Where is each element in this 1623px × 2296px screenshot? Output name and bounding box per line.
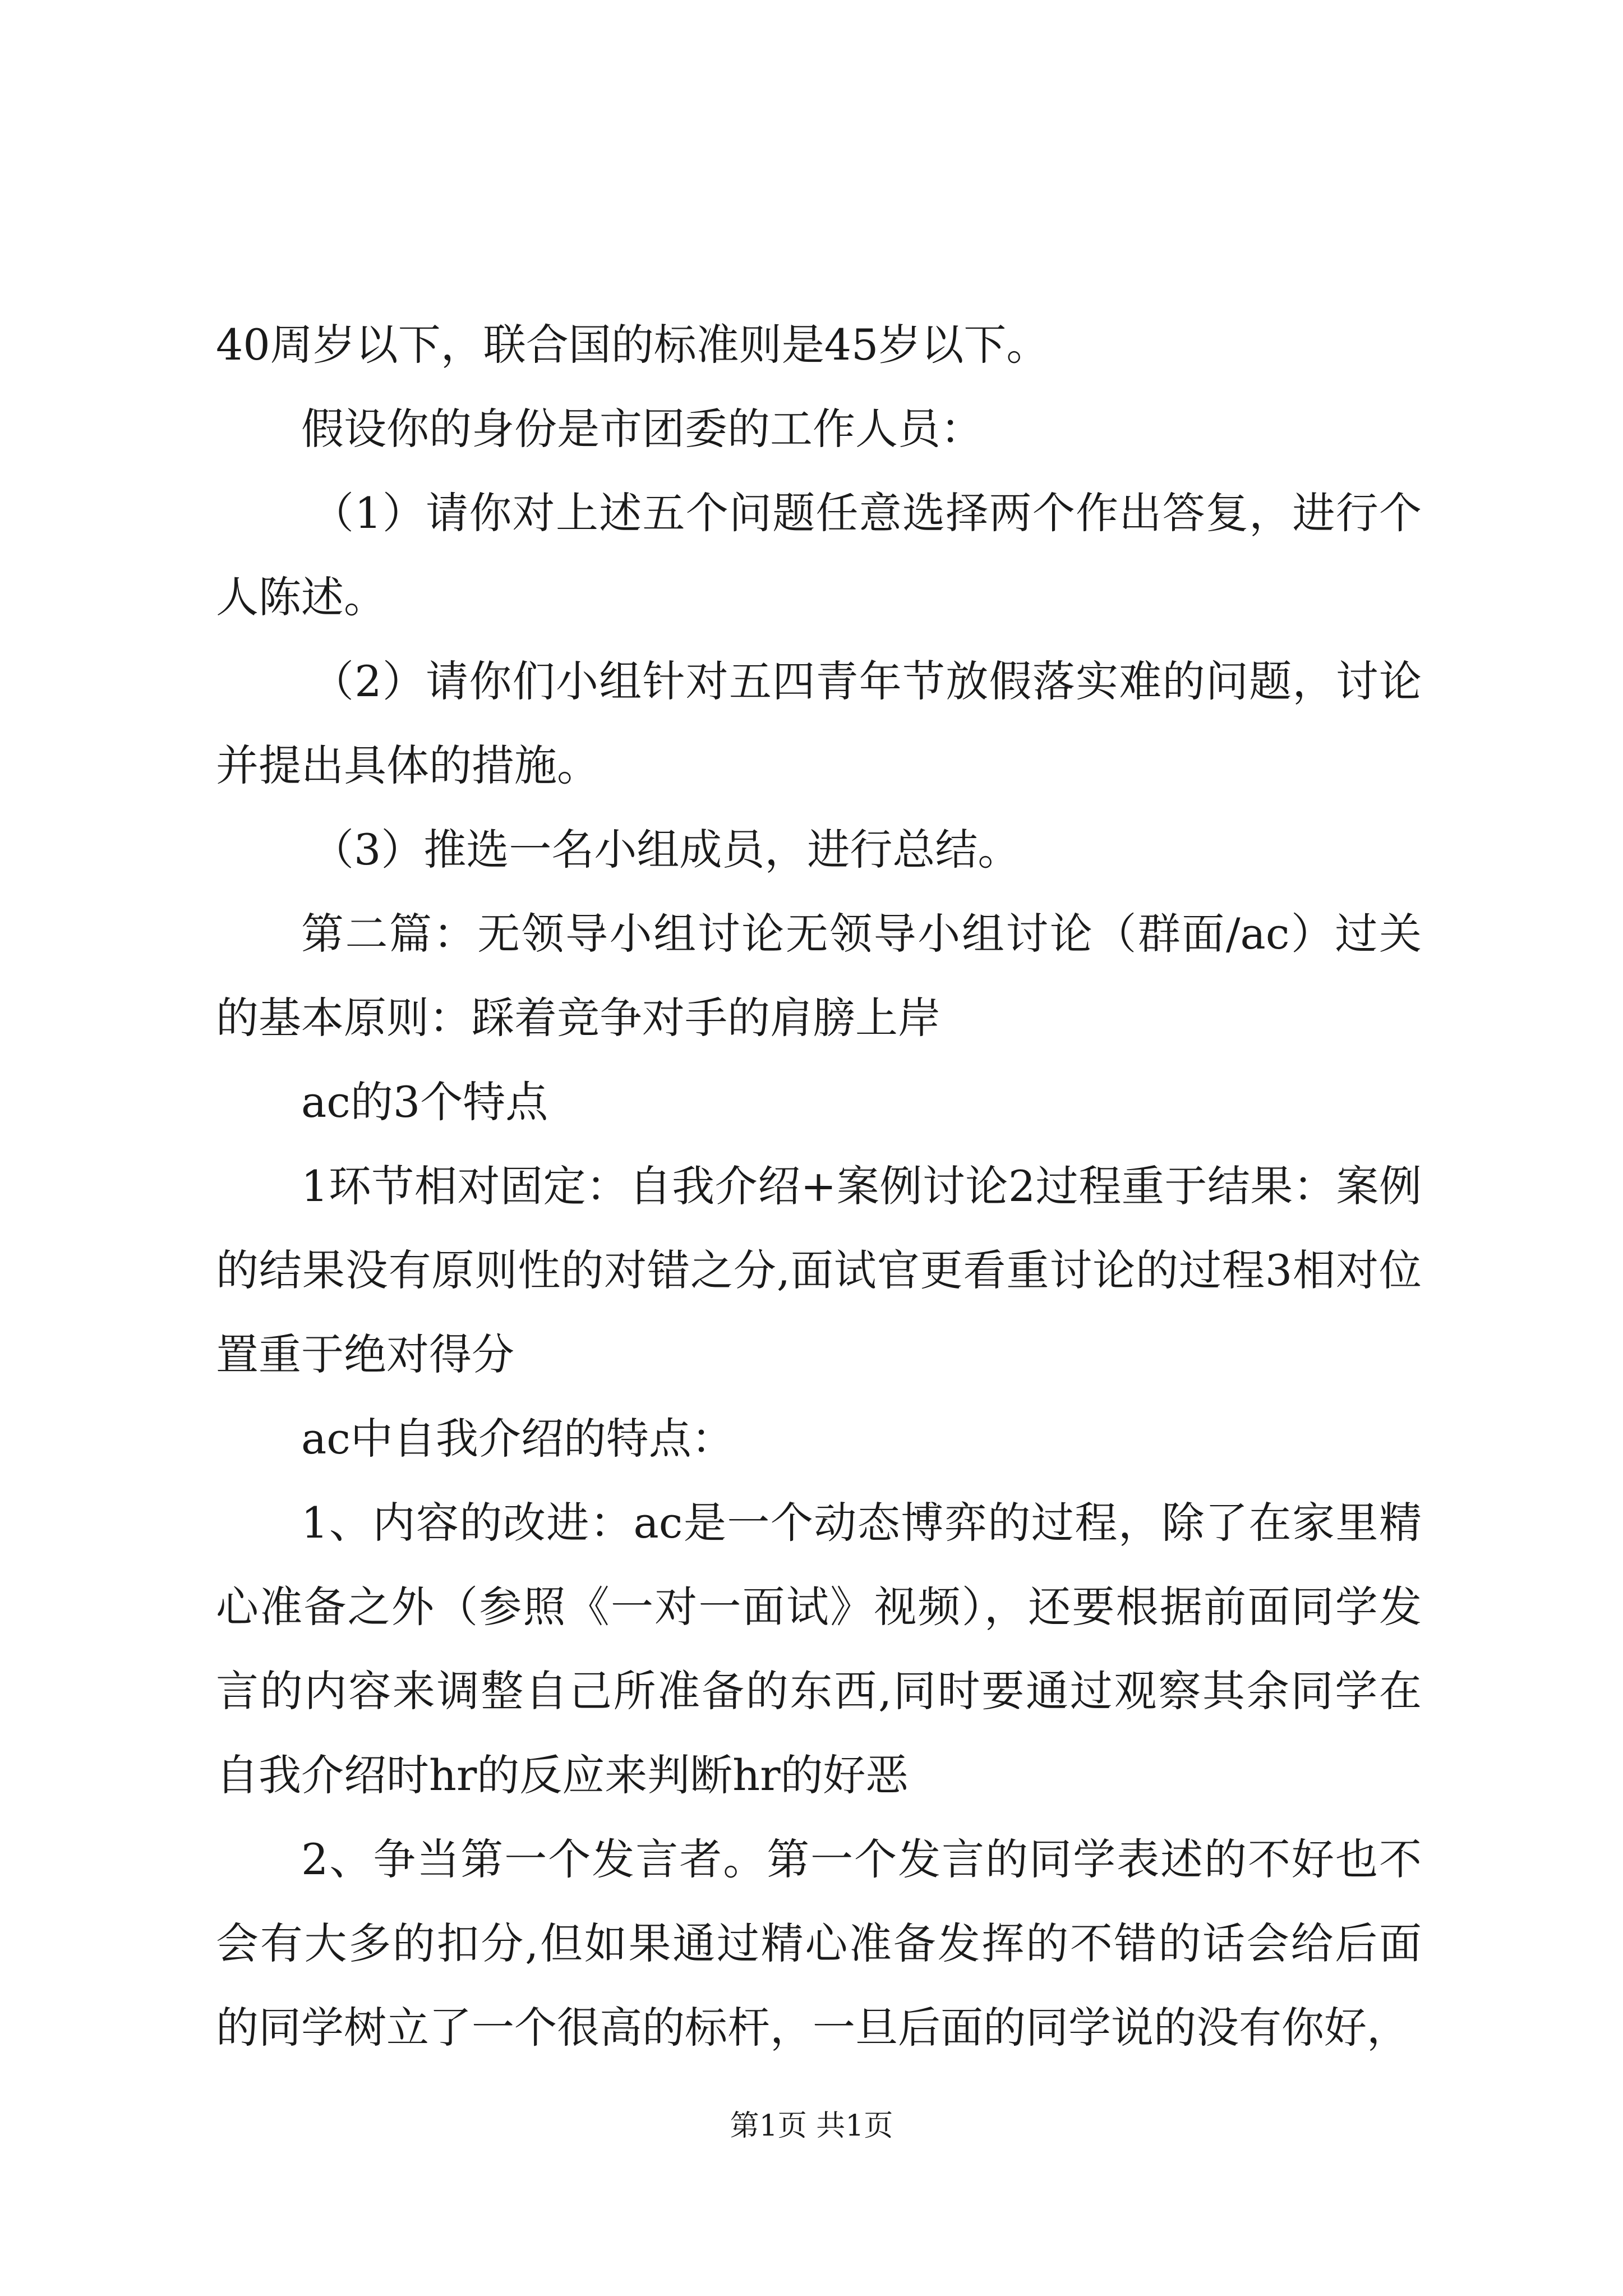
paragraph-task-1: （1）请你对上述五个问题任意选择两个作出答复，进行个人陈述。 bbox=[216, 488, 1422, 622]
page-footer: 第1页 共1页 bbox=[730, 2109, 893, 2143]
paragraph-ac-features-title: ac的3个特点 bbox=[301, 1077, 548, 1127]
paragraph-age-standard: 40周岁以下，联合国的标准则是45岁以下。 bbox=[216, 320, 1049, 370]
paragraph-role-assumption: 假设你的身份是市团委的工作人员： bbox=[301, 404, 983, 454]
paragraph-section-two-heading: 第二篇：无领导小组讨论无领导小组讨论（群面/ac）过关的基本原则：踩着竞争对手的肩膀上岸 bbox=[216, 909, 1422, 1043]
paragraph-ac-features-list: 1环节相对固定：自我介绍+案例讨论2过程重于结果：案例的结果没有原则性的对错之分,面试官更看重讨论的过程3相对位置重于绝对得分 bbox=[216, 1161, 1422, 1379]
document-body bbox=[216, 303, 1422, 2070]
paragraph-task-3: （3）推选一名小组成员，进行总结。 bbox=[311, 825, 1021, 875]
paragraph-content-improvement: 1、内容的改进：ac是一个动态博弈的过程，除了在家里精心准备之外（参照《一对一面试》视频），还要根据前面同学发言的内容来调整自己所准备的东西,同时要通过观察其余同学在自我介绍时hr的反应来判断hr的好恶 bbox=[216, 1498, 1422, 1800]
paragraph-task-2: （2）请你们小组针对五四青年节放假落实难的问题，讨论并提出具体的措施。 bbox=[216, 656, 1422, 790]
paragraph-self-intro-title: ac中自我介绍的特点： bbox=[301, 1414, 734, 1464]
paragraph-first-speaker: 2、争当第一个发言者。第一个发言的同学表述的不好也不会有大多的扣分,但如果通过精心准备发挥的不错的话会给后面的同学树立了一个很高的标杆，一旦后面的同学说的没有你好， bbox=[216, 1834, 1422, 2053]
